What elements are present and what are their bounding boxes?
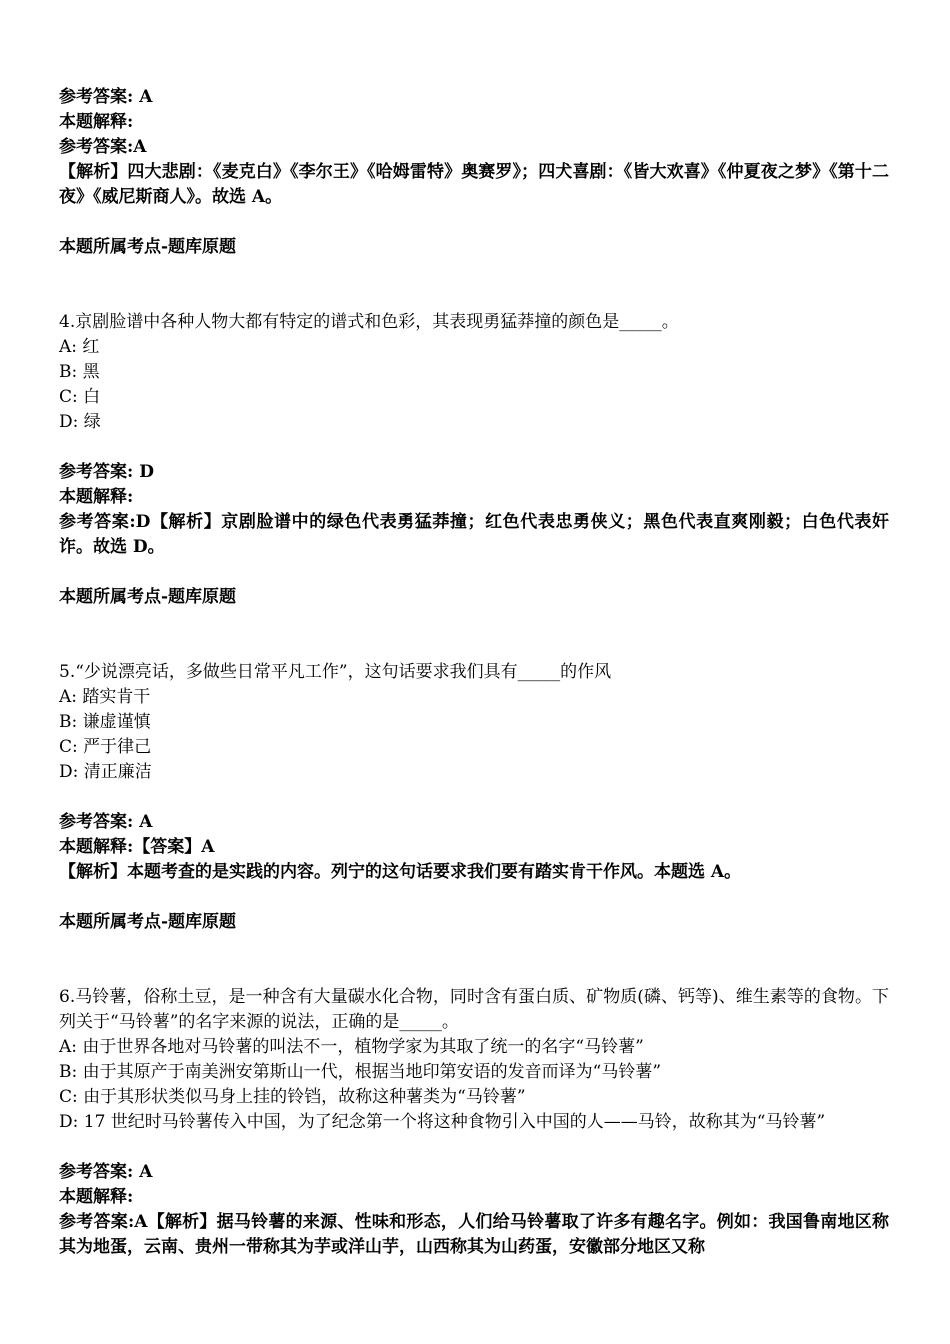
answer-line: 参考答案: D: [59, 462, 154, 482]
option-b: B: 由于其原产于南美洲安第斯山一代，根据当地印第安语的发音而译为“马铃薯”: [59, 1062, 662, 1082]
option-c: C: 严于律己: [59, 737, 152, 757]
question-4: [59, 310, 889, 610]
explanation-label: 本题解释:: [59, 487, 134, 507]
analysis-text: 参考答案:A【解析】据马铃薯的来源、性味和形态，人们给马铃薯取了许多有趣名字。例如：我国鲁南地区称其为地蛋，云南、贵州一带称其为芋或洋山芋，山西称其为山药蛋，安徽部分地区又称: [59, 1212, 889, 1257]
explanation-label: 本题解释:: [59, 112, 134, 132]
option-d: D: 清正廉洁: [59, 762, 152, 782]
explanation-label: 本题解释:【答案】A: [59, 837, 215, 857]
question-text: 6.马铃薯，俗称土豆，是一种含有大量碳水化合物，同时含有蛋白质、矿物质(磷、钙等)、维生素等的食物。下列关于“马铃薯”的名字来源的说法，正确的是_____。: [59, 987, 889, 1032]
option-a: A: 红: [59, 337, 100, 357]
question-text: 5.“少说漂亮话，多做些日常平凡工作”，这句话要求我们具有_____的作风: [59, 662, 612, 682]
question-text: 4.京剧脸谱中各种人物大都有特定的谱式和色彩，其表现勇猛莽撞的颜色是_____。: [59, 312, 679, 332]
question-6: [59, 985, 889, 1260]
answer-line-repeat: 参考答案:A: [59, 137, 147, 157]
option-b: B: 黑: [59, 362, 100, 382]
option-b: B: 谦虚谨慎: [59, 712, 151, 732]
option-d: D: 绿: [59, 412, 101, 432]
analysis-text: 【解析】本题考查的是实践的内容。列宁的这句话要求我们要有踏实肯干作风。本题选 A。: [59, 862, 742, 882]
answer-line: 参考答案: A: [59, 812, 153, 832]
topic-line: 本题所属考点-题库原题: [59, 912, 237, 932]
option-a: A: 踏实肯干: [59, 687, 151, 707]
answer-line: 参考答案: A: [59, 87, 153, 107]
answer-line: 参考答案: A: [59, 1162, 153, 1182]
option-c: C: 白: [59, 387, 101, 407]
analysis-text: 参考答案:D【解析】京剧脸谱中的绿色代表勇猛莽撞；红色代表忠勇侠义；黑色代表直爽刚毅；白色代表奸诈。故选 D。: [59, 512, 889, 557]
explanation-label: 本题解释:: [59, 1187, 134, 1207]
analysis-text: 【解析】四大悲剧：《麦克白》《李尔王》《哈姆雷特》奥赛罗》；四犬喜剧：《皆大欢喜》《仲夏夜之梦》《第十二夜》《威尼斯商人》。故选 A。: [59, 162, 889, 207]
topic-line: 本题所属考点-题库原题: [59, 587, 237, 607]
question-3-answer-block: [59, 85, 889, 260]
topic-line: 本题所属考点-题库原题: [59, 237, 237, 257]
document-page: [59, 85, 889, 1260]
option-a: A: 由于世界各地对马铃薯的叫法不一，植物学家为其取了统一的名字“马铃薯”: [59, 1037, 644, 1057]
option-d: D: 17 世纪时马铃薯传入中国，为了纪念第一个将这种食物引入中国的人——马铃，故称其为“马铃薯”: [59, 1112, 826, 1132]
option-c: C: 由于其形状类似马身上挂的铃铛，故称这种薯类为“马铃薯”: [59, 1087, 526, 1107]
question-5: [59, 660, 889, 935]
